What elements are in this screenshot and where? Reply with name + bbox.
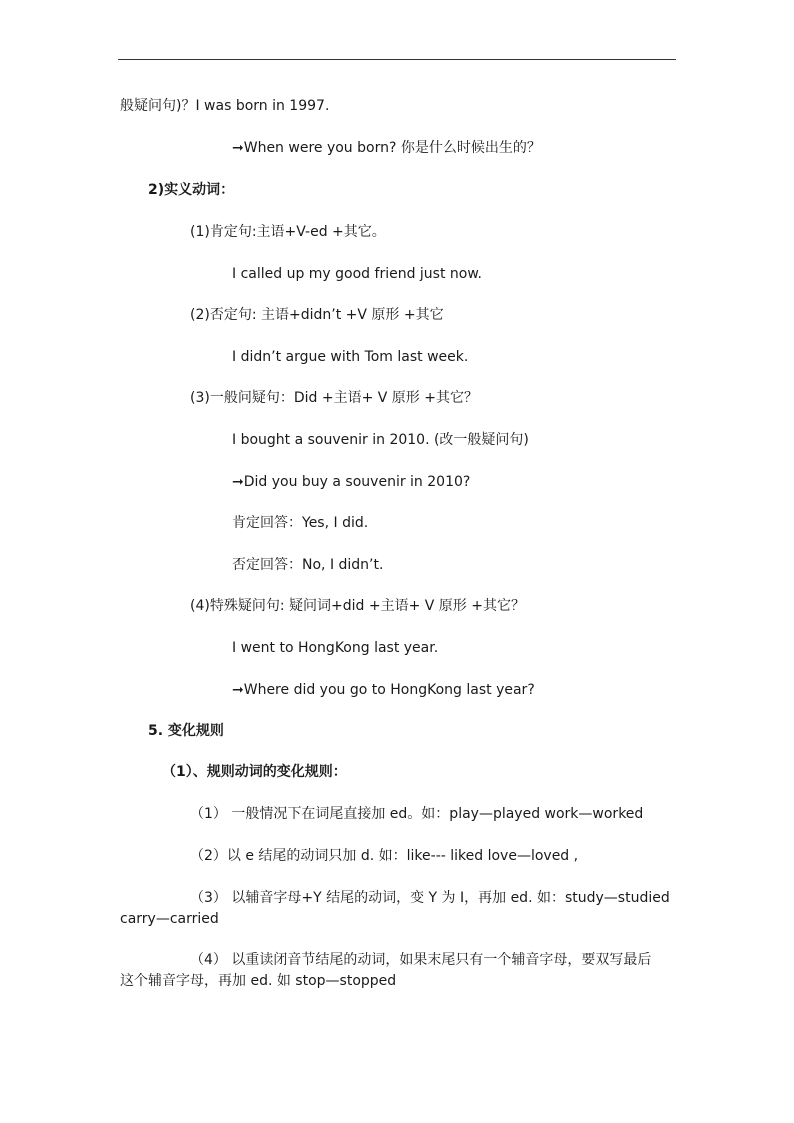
example-sentence: ➞Where did you go to HongKong last year? xyxy=(232,682,535,698)
text-line: (4)特殊疑问句: 疑问词+did +主语+ V 原形 +其它？ xyxy=(190,598,525,614)
text-line: (2)否定句: 主语+didn’t +V 原形 +其它 xyxy=(190,307,444,323)
example-sentence: I went to HongKong last year. xyxy=(232,640,439,656)
header-rule xyxy=(118,59,676,60)
text-line: 否定回答：No, I didn’t. xyxy=(232,557,384,573)
text-line: 般疑问句)？I was born in 1997. xyxy=(120,98,330,114)
example-sentence: I bought a souvenir in 2010. (改一般疑问句) xyxy=(232,432,529,448)
rule-item-continuation: 这个辅音字母，再加 ed. 如 stop—stopped xyxy=(120,973,397,989)
rule-item: （3） 以辅音字母+Y 结尾的动词，变 Y 为 I，再加 ed. 如：study—studied xyxy=(190,890,670,906)
rule-item: （1） 一般情况下在词尾直接加 ed。如：play—played work—worked xyxy=(190,806,644,822)
section-heading: 2)实义动词： xyxy=(148,182,235,198)
example-sentence: I didn’t argue with Tom last week. xyxy=(232,349,469,365)
text-line: ➞When were you born? 你是什么时候出生的？ xyxy=(232,140,541,156)
text-line: (3)一般问疑句：Did +主语+ V 原形 +其它？ xyxy=(190,390,478,406)
example-sentence: I called up my good friend just now. xyxy=(232,266,482,282)
rule-item: （2）以 e 结尾的动词只加 d. 如：like--- liked love—loved , xyxy=(190,848,579,864)
rule-item-continuation: carry—carried xyxy=(120,911,219,927)
text-line: (1)肯定句:主语+V-ed +其它。 xyxy=(190,224,386,240)
text-line: 肯定回答：Yes, I did. xyxy=(232,515,369,531)
subsection-heading: （1）、规则动词的变化规则： xyxy=(162,764,347,780)
section-heading: 5. 变化规则 xyxy=(148,723,224,739)
rule-item: （4） 以重读闭音节结尾的动词，如果末尾只有一个辅音字母，要双写最后 xyxy=(190,952,652,968)
example-sentence: ➞Did you buy a souvenir in 2010? xyxy=(232,474,471,490)
